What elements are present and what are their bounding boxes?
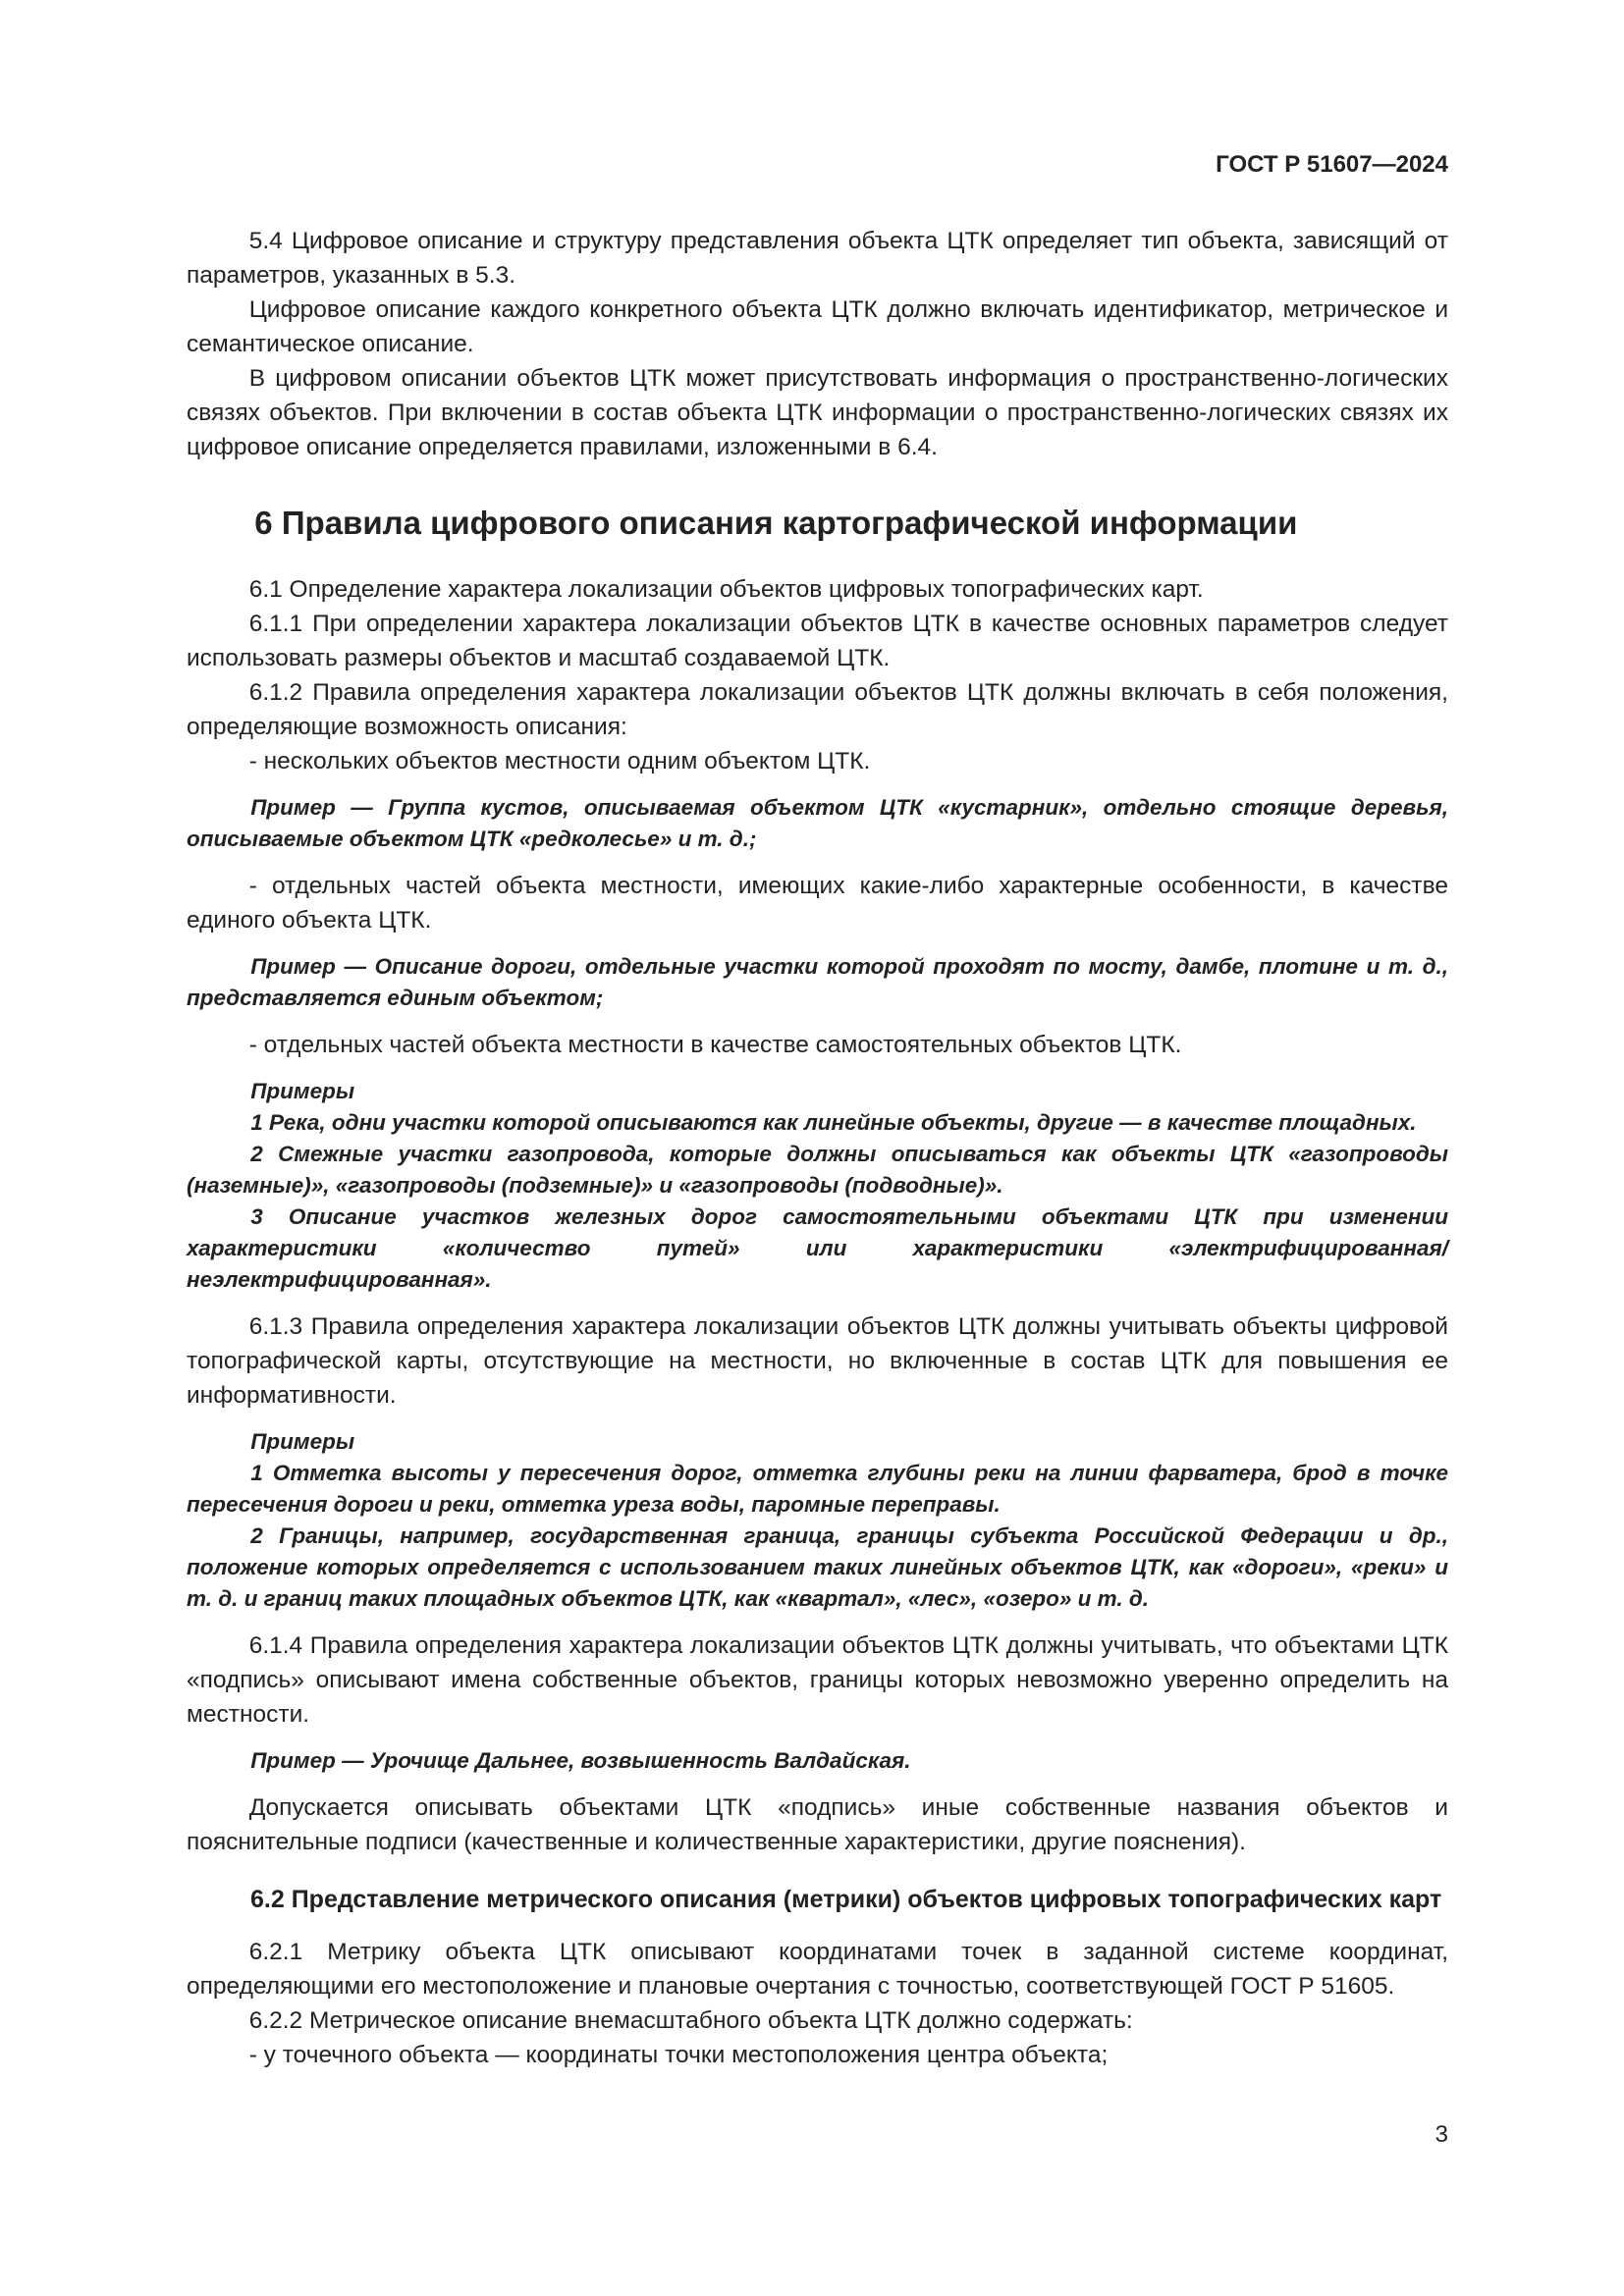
example-2-text: Пример — Описание дороги, отдельные участки которой проходят по мосту, дамбе, плотине и т. д., представляется единым объектом; — [187, 954, 1448, 1010]
document-code-header: ГОСТ Р 51607—2024 — [1216, 151, 1448, 178]
page-number: 3 — [1435, 2121, 1448, 2148]
example-item: 3 Описание участков железных дорог самостоятельными объектами ЦТК при изменении характеристики «количество путей» или характеристики «электрифицированная/неэлектрифицированная». — [187, 1204, 1448, 1292]
paragraph-6-1-4-b: Допускается описывать объектами ЦТК «подпись» иные собственные названия объектов и пояснительные подписи (качественные и количественные характеристики, другие пояснения). — [187, 1794, 1448, 1855]
list-item-1: - нескольких объектов местности одним объектом ЦТК. — [248, 748, 871, 774]
examples-heading: Примеры — [250, 1079, 355, 1103]
examples-heading: Примеры — [250, 1429, 355, 1454]
list-item-3: - отдельных частей объекта местности в качестве самостоятельных объектов ЦТК. — [248, 1032, 1182, 1058]
paragraph-6-1-4: 6.1.4 Правила определения характера локализации объектов ЦТК должны учитывать, что объектами ЦТК «подпись» описывают имена собственные объектов, границы которых невозможно уверенно определить на местности. — [187, 1632, 1448, 1728]
document-page — [187, 0, 1448, 2296]
example-item: 1 Река, одни участки которой описываются как линейные объекты, другие — в качестве площадных. — [250, 1110, 1417, 1135]
document-body — [187, 224, 1448, 2072]
example-1 — [187, 792, 1448, 855]
paragraph-5-4-b: Цифровое описание каждого конкретного объекта ЦТК должно включать идентификатор, метрическое и семантическое описание. — [187, 296, 1448, 357]
paragraph-6-1-2: 6.1.2 Правила определения характера локализации объектов ЦТК должны включать в себя положения, определяющие возможность описания: — [187, 679, 1448, 740]
example-1-text: Пример — Группа кустов, описываемая объектом ЦТК «кустарник», отдельно стоящие деревья, описываемые объектом ЦТК «редколесье» и т. д.; — [187, 795, 1448, 851]
examples-group-1 — [187, 1076, 1448, 1296]
paragraph-6-1-3: 6.1.3 Правила определения характера локализации объектов ЦТК должны учитывать объекты цифровой топографической карты, отсутствующие на местности, но включенные в состав ЦТК для повышения ее информативности. — [187, 1313, 1448, 1409]
list-item-4: - у точечного объекта — координаты точки местоположения центра объекта; — [248, 2042, 1109, 2068]
paragraph-6-1: 6.1 Определение характера локализации объектов цифровых топографических карт. — [248, 576, 1204, 603]
example-item: 1 Отметка высоты у пересечения дорог, отметка глубины реки на линии фарватера, брод в точке пересечения дороги и реки, отметка уреза воды, паромные переправы. — [187, 1461, 1448, 1517]
paragraph-5-4-c: В цифровом описании объектов ЦТК может присутствовать информация о пространственно-логических связях объектов. При включении в состав объекта ЦТК информации о пространственно-логических связях их цифровое описание определяется правилами, изложенными в 6.4. — [187, 365, 1448, 460]
paragraph-5-4: 5.4 Цифровое описание и структуру представления объекта ЦТК определяет тип объекта, зависящий от параметров, указанных в 5.3. — [187, 228, 1448, 289]
example-3-text: Пример — Урочище Дальнее, возвышенность Валдайская. — [250, 1748, 911, 1773]
example-3 — [187, 1745, 1448, 1777]
example-item: 2 Смежные участки газопровода, которые должны описываться как объекты ЦТК «газопроводы (наземные)», «газопроводы (подземные)» и «газопроводы (подводные)». — [187, 1142, 1448, 1198]
examples-group-2 — [187, 1426, 1448, 1615]
paragraph-6-2-1: 6.2.1 Метрику объекта ЦТК описывают координатами точек в заданной системе координат, определяющими его местоположение и плановые очертания с точностью, соответствующей ГОСТ Р 51605. — [187, 1939, 1448, 2000]
paragraph-6-1-1: 6.1.1 При определении характера локализации объектов ЦТК в качестве основных параметров следует использовать размеры объектов и масштаб создаваемой ЦТК. — [187, 611, 1448, 671]
example-item: 2 Границы, например, государственная граница, границы субъекта Российской Федерации и др., положение которых определяется с использованием таких линейных объектов ЦТК, как «дороги», «реки» и т. д. и границ таких площадных объектов ЦТК, как «квартал», «лес», «озеро» и т. д. — [187, 1523, 1448, 1611]
example-2 — [187, 951, 1448, 1014]
list-item-2: - отдельных частей объекта местности, имеющих какие-либо характерные особенности, в качестве единого объекта ЦТК. — [187, 873, 1448, 934]
paragraph-6-2-2: 6.2.2 Метрическое описание внемасштабного объекта ЦТК должно содержать: — [248, 2007, 1133, 2034]
section-6-title: 6 Правила цифрового описания картографической информации — [254, 505, 1298, 541]
section-6-2-title: 6.2 Представление метрического описания (метрики) объектов цифровых топографических карт — [250, 1886, 1442, 1913]
